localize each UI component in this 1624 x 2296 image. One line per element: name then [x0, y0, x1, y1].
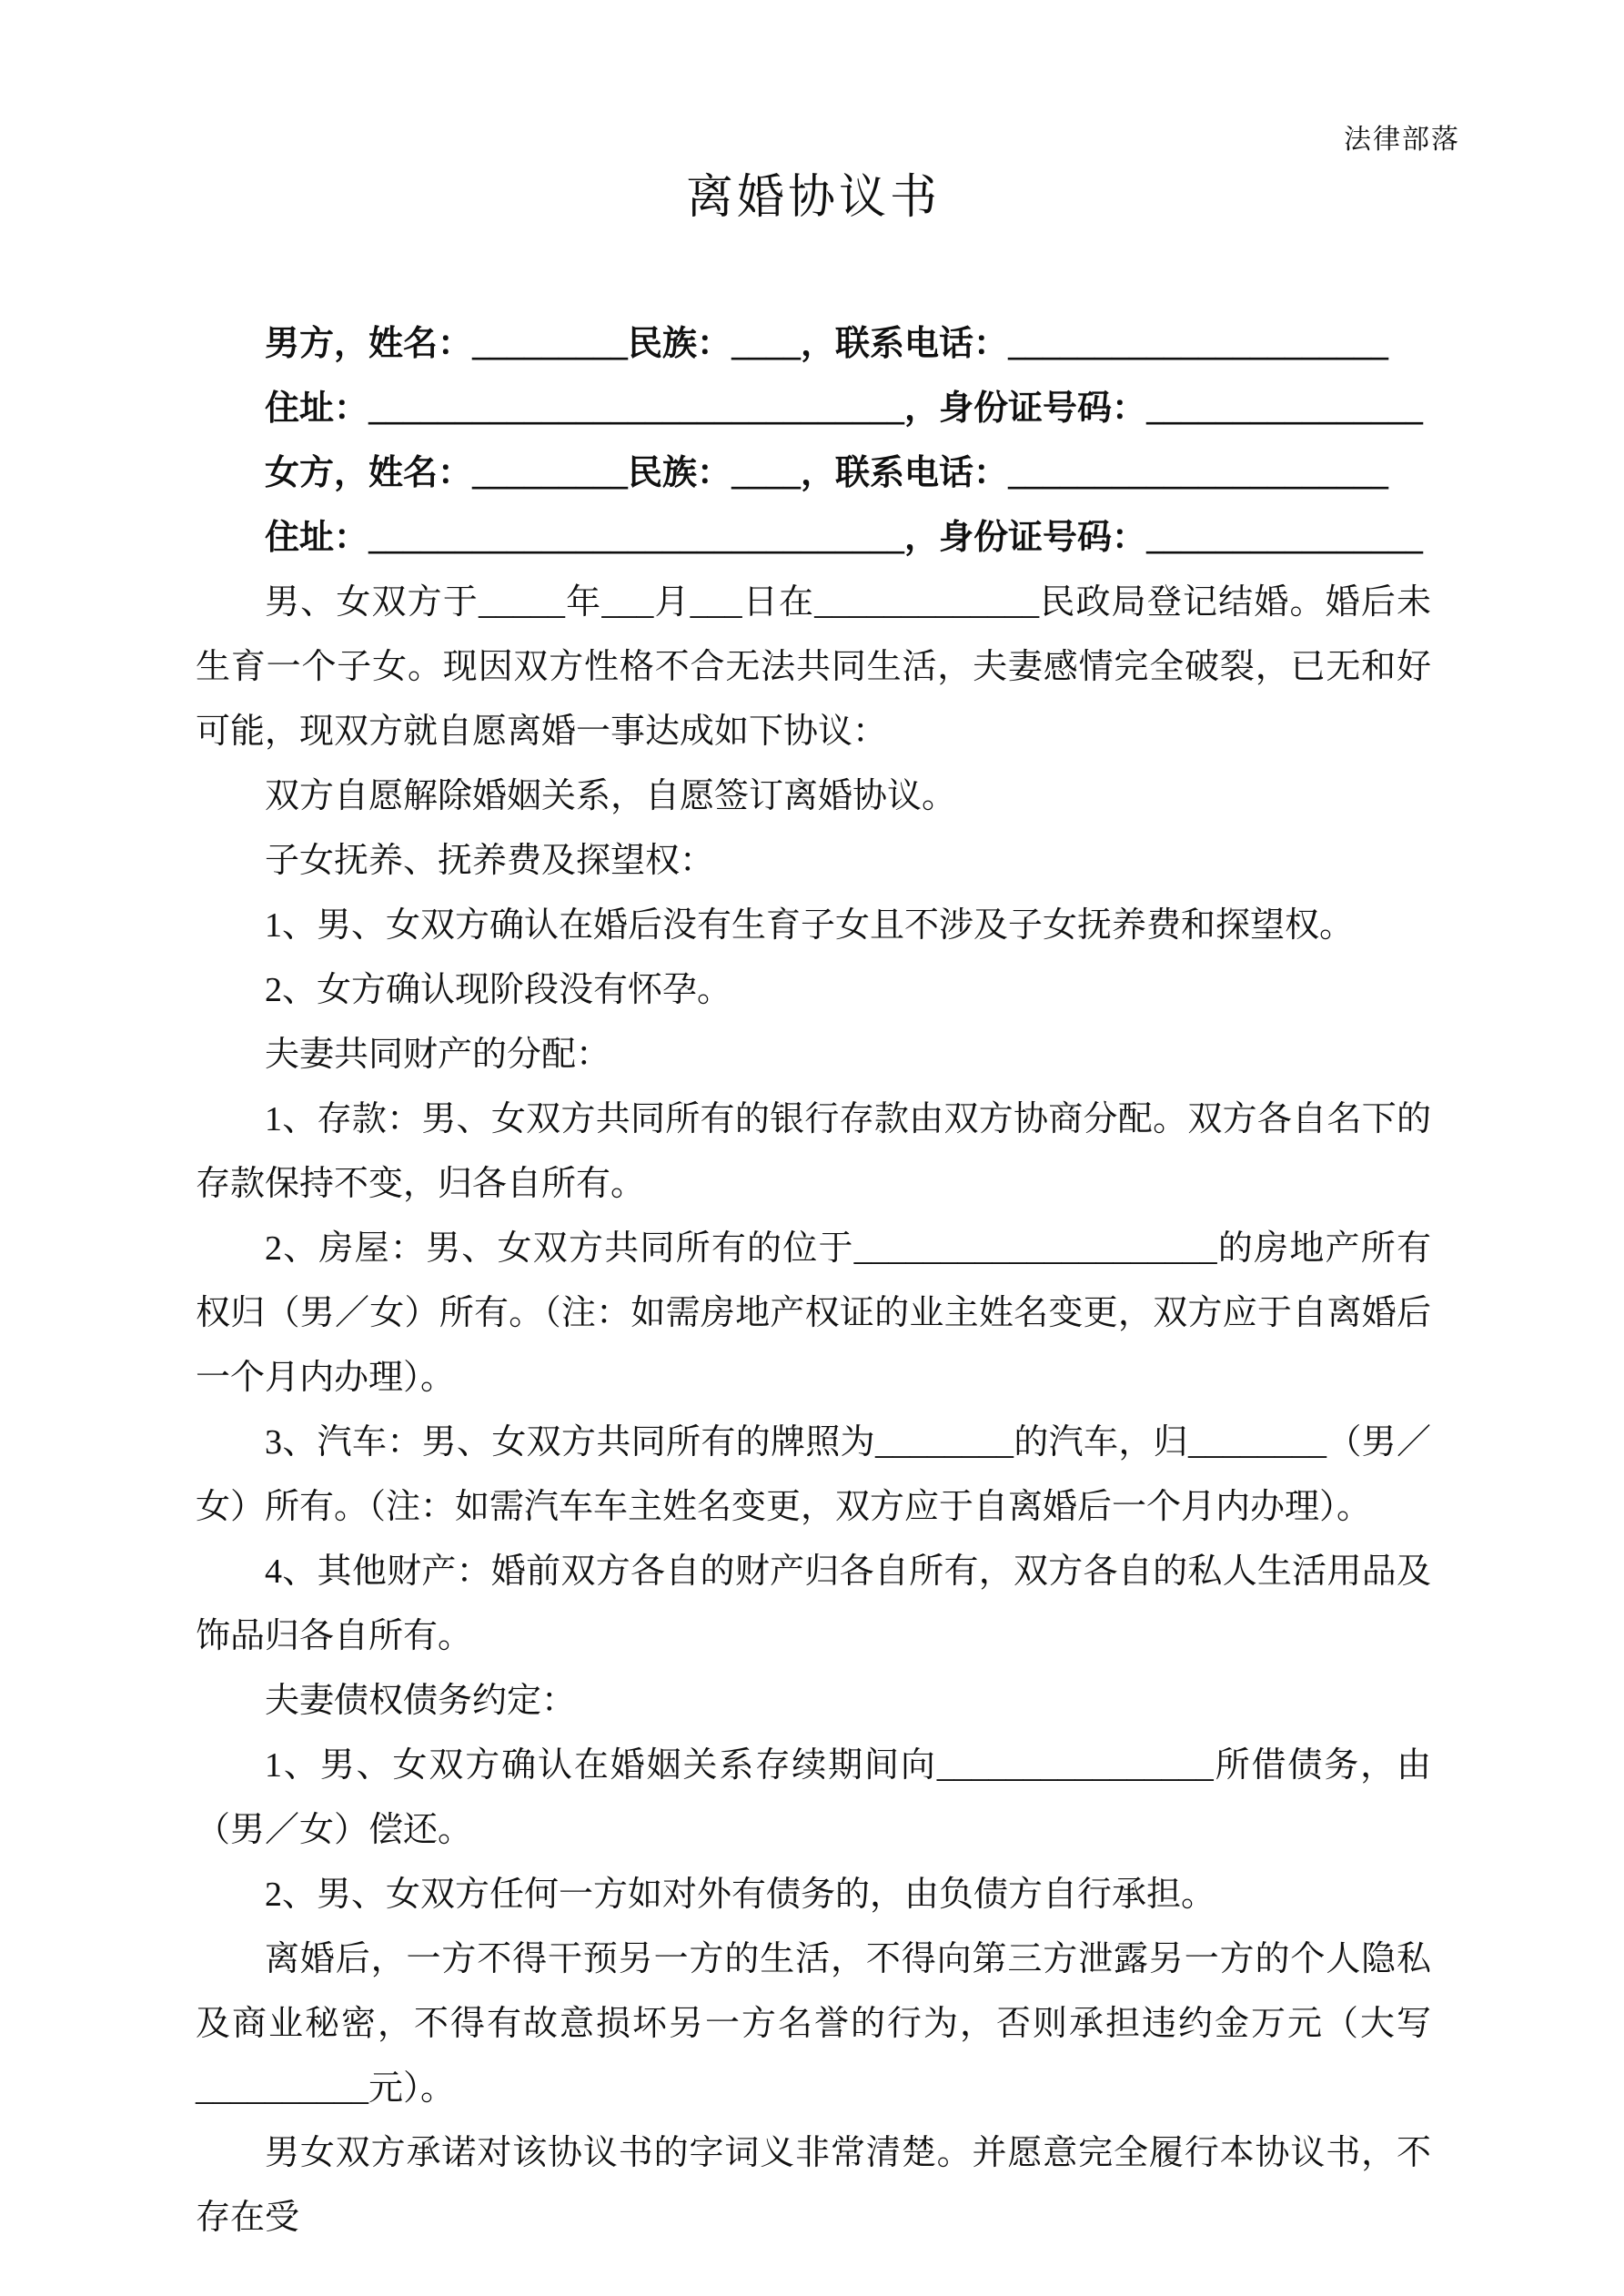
closing-commitment-paragraph: 男女双方承诺对该协议书的字词义非常清楚。并愿意完全履行本协议书，不存在受 — [196, 2134, 1431, 2237]
debt-agreement-heading: 夫妻债权债务约定： — [265, 1682, 577, 1720]
debt-item-1: 1、男、女双方确认在婚姻关系存续期间向________________所借债务，由（男／女）偿还。 — [196, 1746, 1431, 1849]
wife-info-line: 女方，姓名：_________民族：____，联系电话：______________________ — [265, 454, 1389, 492]
property-item-car: 3、汽车：男、女双方共同所有的牌照为________的汽车，归________（男／女）所有。（注：如需汽车车主姓名变更，双方应于自离婚后一个月内办理）。 — [196, 1423, 1431, 1526]
child-custody-item-1: 1、男、女双方确认在婚后没有生育子女且不涉及子女抚养费和探望权。 — [265, 906, 1355, 945]
wife-address-line: 住址：_______________________________，身份证号码：________________ — [265, 519, 1424, 557]
property-item-other: 4、其他财产：婚前双方各自的财产归各自所有，双方各自的私人生活用品及饰品归各自所有。 — [196, 1553, 1431, 1655]
site-watermark: 法律部落 — [1344, 125, 1460, 155]
husband-address-line: 住址：_______________________________，身份证号码：________________ — [265, 389, 1424, 428]
child-custody-item-2: 2、女方确认现阶段没有怀孕。 — [265, 971, 732, 1009]
husband-info-line: 男方，姓名：_________民族：____，联系电话：______________________ — [265, 325, 1389, 363]
property-division-heading: 夫妻共同财产的分配： — [265, 1036, 611, 1074]
child-custody-heading: 子女抚养、抚养费及探望权： — [265, 842, 715, 880]
privacy-penalty-clause: 离婚后，一方不得干预另一方的生活，不得向第三方泄露另一方的个人隐私及商业秘密，不得有故意损坏另一方名誉的行为，否则承担违约金万元（大写__________元）。 — [196, 1940, 1431, 2108]
document-title: 离婚协议书 — [685, 172, 941, 224]
marriage-registration-paragraph: 男、女双方于_____年___月___日在_____________民政局登记结婚。婚后未生育一个子女。现因双方性格不合无法共同生活，夫妻感情完全破裂，已无和好可能，现双方就自愿离婚一事达成如下协议： — [196, 583, 1431, 751]
debt-item-2: 2、男、女双方任何一方如对外有债务的，由负债方自行承担。 — [265, 1876, 1216, 1914]
voluntary-divorce-clause: 双方自愿解除婚姻关系，自愿签订离婚协议。 — [265, 777, 957, 815]
property-item-house: 2、房屋：男、女双方共同所有的位于_____________________的房地产所有权归（男／女）所有。（注：如需房地产权证的业主姓名变更，双方应于自离婚后一个月内办理）。 — [196, 1229, 1431, 1397]
property-item-deposits: 1、存款：男、女双方共同所有的银行存款由双方协商分配。双方各自名下的存款保持不变，归各自所有。 — [196, 1100, 1431, 1203]
document-body — [196, 312, 1431, 2250]
